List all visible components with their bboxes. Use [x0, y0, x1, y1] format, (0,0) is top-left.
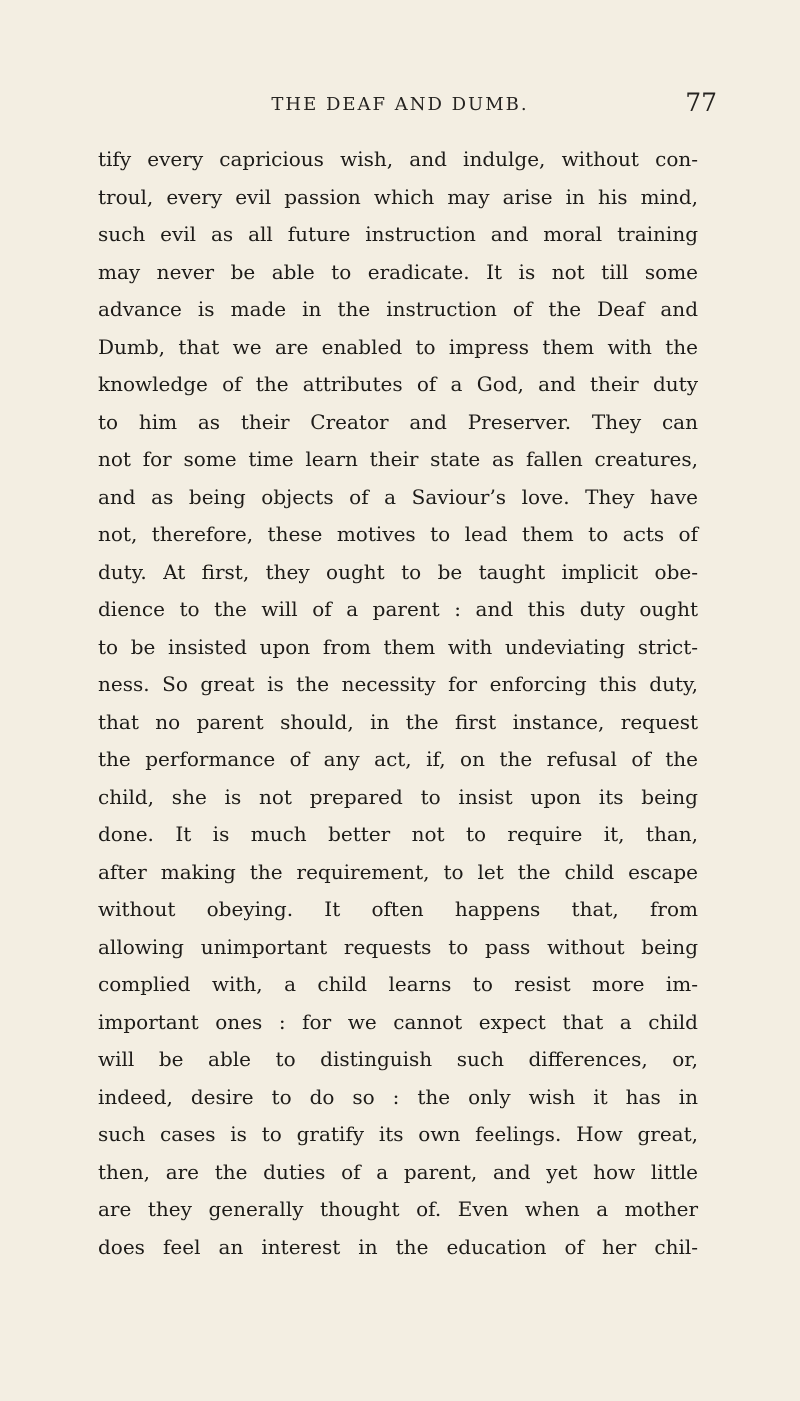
text-line: such cases is to gratify its own feelings. How great,: [98, 1122, 698, 1146]
text-line: advance is made in the instruction of the Deaf and: [98, 297, 698, 321]
running-head: [0, 88, 800, 128]
text-line: may never be able to eradicate. It is not till some: [98, 259, 698, 284]
text-line: such evil as all future instruction and moral training: [98, 222, 698, 246]
body-text: [98, 141, 698, 1266]
text-line: Dumb, that we are enabled to impress them with the: [98, 334, 698, 359]
text-line: will be able to distinguish such differences, or,: [98, 1047, 698, 1071]
text-line: does feel an interest in the education of her chil-: [98, 1234, 698, 1259]
text-line: are they generally thought of. Even when a mother: [98, 1197, 698, 1221]
text-line: without obeying. It often happens that, from: [98, 897, 698, 921]
text-line: tify every capricious wish, and indulge, without con-: [98, 147, 698, 171]
text-line: the performance of any act, if, on the refusal of the: [98, 747, 698, 771]
text-line: duty. At first, they ought to be taught implicit obe-: [98, 559, 698, 584]
text-line: knowledge of the attributes of a God, and their duty: [98, 372, 698, 396]
text-line: to be insisted upon from them with undeviating strict-: [98, 634, 698, 659]
running-title: THE DEAF AND DUMB.: [271, 94, 529, 115]
text-line: allowing unimportant requests to pass without being: [98, 934, 698, 959]
text-line: after making the requirement, to let the child escape: [98, 859, 698, 884]
text-line: not, therefore, these motives to lead them to acts of: [98, 522, 698, 546]
text-line: ness. So great is the necessity for enforcing this duty,: [98, 672, 698, 696]
text-line: not for some time learn their state as fallen creatures,: [98, 447, 698, 471]
text-line: to him as their Creator and Preserver. They can: [98, 409, 698, 434]
text-line: then, are the duties of a parent, and yet how little: [98, 1159, 698, 1184]
text-line: troul, every evil passion which may arise in his mind,: [98, 184, 698, 209]
text-line: dience to the will of a parent : and this duty ought: [98, 597, 698, 621]
text-line: complied with, a child learns to resist more im-: [98, 972, 698, 996]
text-line: indeed, desire to do so : the only wish it has in: [98, 1084, 698, 1109]
text-line: child, she is not prepared to insist upon its being: [98, 784, 698, 809]
page-number: 77: [685, 88, 717, 117]
text-line: done. It is much better not to require it, than,: [98, 822, 698, 846]
text-line: and as being objects of a Saviour’s love. They have: [98, 484, 698, 509]
text-line: important ones : for we cannot expect that a child: [98, 1009, 698, 1034]
text-line: that no parent should, in the first instance, request: [98, 709, 698, 734]
